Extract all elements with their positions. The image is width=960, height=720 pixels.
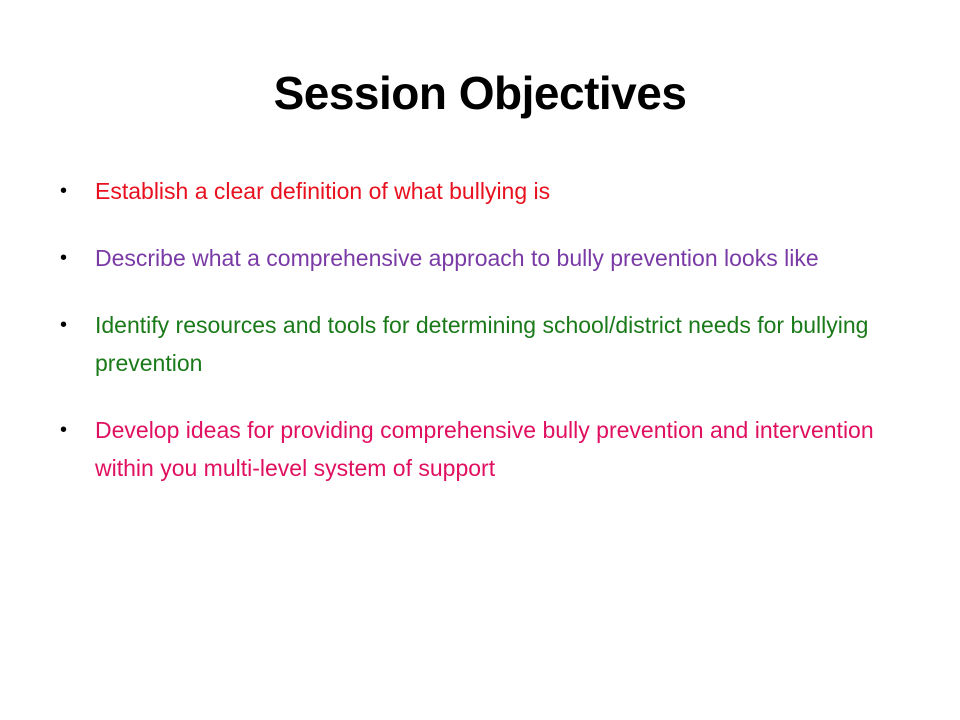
objective-text: Develop ideas for providing comprehensive bully prevention and intervention within you multi-level system of support: [95, 417, 874, 481]
objectives-list: [58, 172, 908, 516]
bullet-icon: •: [60, 419, 68, 441]
bullet-icon: •: [60, 180, 68, 202]
list-item: [58, 172, 908, 210]
list-item: [58, 306, 908, 382]
list-item: [58, 239, 908, 277]
bullet-icon: •: [60, 247, 68, 269]
list-item: [58, 411, 908, 487]
objective-text: Describe what a comprehensive approach to bully prevention looks like: [95, 245, 819, 271]
bullet-icon: •: [60, 314, 68, 336]
objective-text: Identify resources and tools for determining school/district needs for bullying prevention: [95, 312, 869, 376]
objective-text: Establish a clear definition of what bullying is: [95, 178, 551, 204]
slide-title: Session Objectives: [273, 67, 687, 119]
